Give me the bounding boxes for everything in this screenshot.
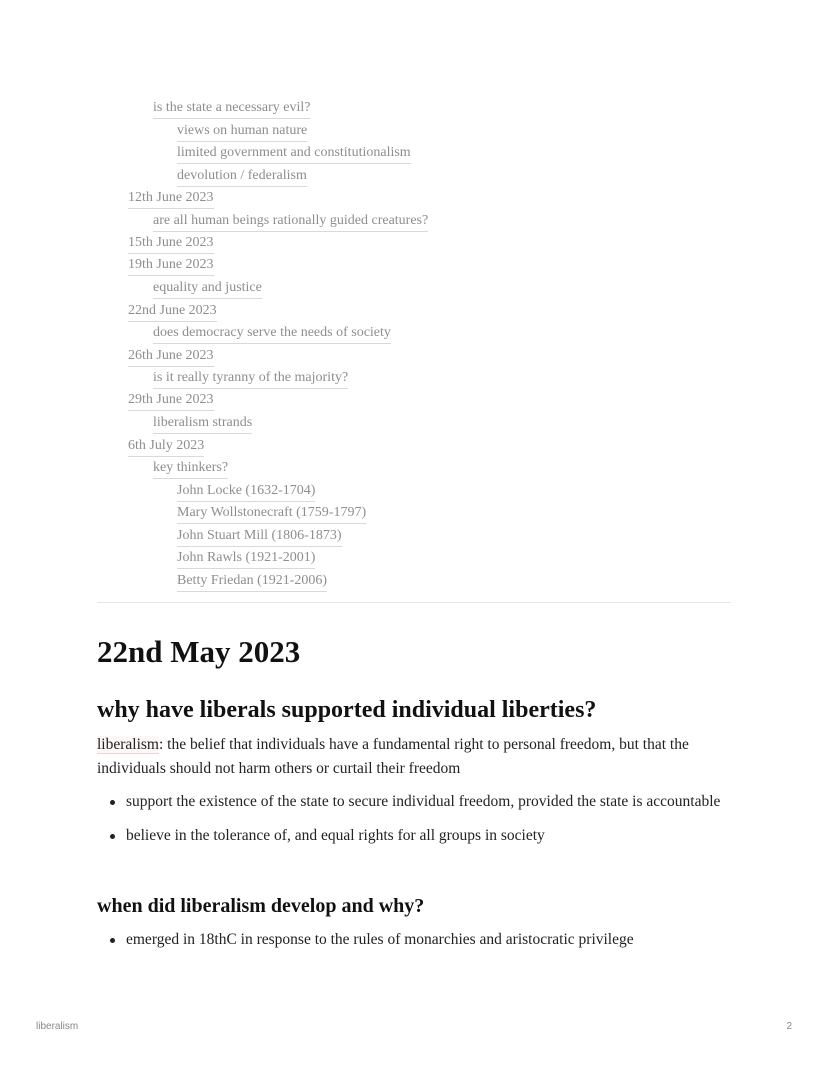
toc-link-12-june[interactable]: 12th June 2023: [128, 189, 214, 209]
list-item: [97, 824, 737, 848]
toc-link-29-june[interactable]: 29th June 2023: [128, 391, 214, 411]
definition-text: : the belief that individuals have a fundamental right to personal freedom, but that the individuals should not harm others or curtail their freedom: [97, 736, 689, 777]
toc-link-26-june[interactable]: 26th June 2023: [128, 347, 214, 367]
definition-paragraph: [97, 733, 737, 781]
footer-document-title: liberalism: [36, 1021, 79, 1032]
section-heading-development: when did liberalism develop and why?: [97, 895, 425, 917]
toc-link-liberalism-strands[interactable]: liberalism strands: [153, 414, 252, 434]
toc-link-equality-justice[interactable]: equality and justice: [153, 279, 262, 299]
footer-page-number: 2: [786, 1021, 792, 1032]
toc-link-john-locke[interactable]: John Locke (1632-1704): [177, 482, 315, 502]
toc-link-john-stuart-mill[interactable]: John Stuart Mill (1806-1873): [177, 527, 342, 547]
toc-link-key-thinkers[interactable]: key thinkers?: [153, 459, 228, 479]
liberties-bullet-list: [97, 790, 737, 848]
toc-link-john-rawls[interactable]: John Rawls (1921-2001): [177, 549, 315, 569]
glossary-term[interactable]: liberalism: [97, 736, 159, 753]
section-divider: [97, 602, 731, 603]
development-bullet-list: [97, 928, 737, 952]
list-item-text: emerged in 18thC in response to the rules of monarchies and aristocratic privilege: [126, 931, 634, 948]
toc-link-tyranny-majority[interactable]: is it really tyranny of the majority?: [153, 369, 348, 389]
toc-link-democracy[interactable]: does democracy serve the needs of society: [153, 324, 391, 344]
toc-link-devolution[interactable]: devolution / federalism: [177, 167, 307, 187]
list-item-text: believe in the tolerance of, and equal rights for all groups in society: [126, 827, 545, 844]
date-heading: 22nd May 2023: [97, 634, 301, 669]
toc-link-19-june[interactable]: 19th June 2023: [128, 256, 214, 276]
toc-link-limited-government[interactable]: limited government and constitutionalism: [177, 144, 411, 164]
toc-link-state-necessary-evil[interactable]: is the state a necessary evil?: [153, 99, 310, 119]
bullet-icon: [110, 834, 115, 839]
toc-link-6-july[interactable]: 6th July 2023: [128, 437, 204, 457]
toc-link-22-june[interactable]: 22nd June 2023: [128, 302, 217, 322]
toc-link-mary-wollstonecraft[interactable]: Mary Wollstonecraft (1759-1797): [177, 504, 366, 524]
section-heading-individual-liberties: why have liberals supported individual liberties?: [97, 697, 597, 723]
toc-link-human-nature[interactable]: views on human nature: [177, 122, 307, 142]
toc-link-betty-friedan[interactable]: Betty Friedan (1921-2006): [177, 572, 327, 592]
bullet-icon: [110, 938, 115, 943]
list-item-text: support the existence of the state to secure individual freedom, provided the state is accountable: [126, 793, 721, 810]
bullet-icon: [110, 800, 115, 805]
toc-link-rationally-guided[interactable]: are all human beings rationally guided creatures?: [153, 212, 428, 232]
toc-link-15-june[interactable]: 15th June 2023: [128, 234, 214, 254]
list-item: [97, 928, 737, 952]
list-item: [97, 790, 737, 814]
